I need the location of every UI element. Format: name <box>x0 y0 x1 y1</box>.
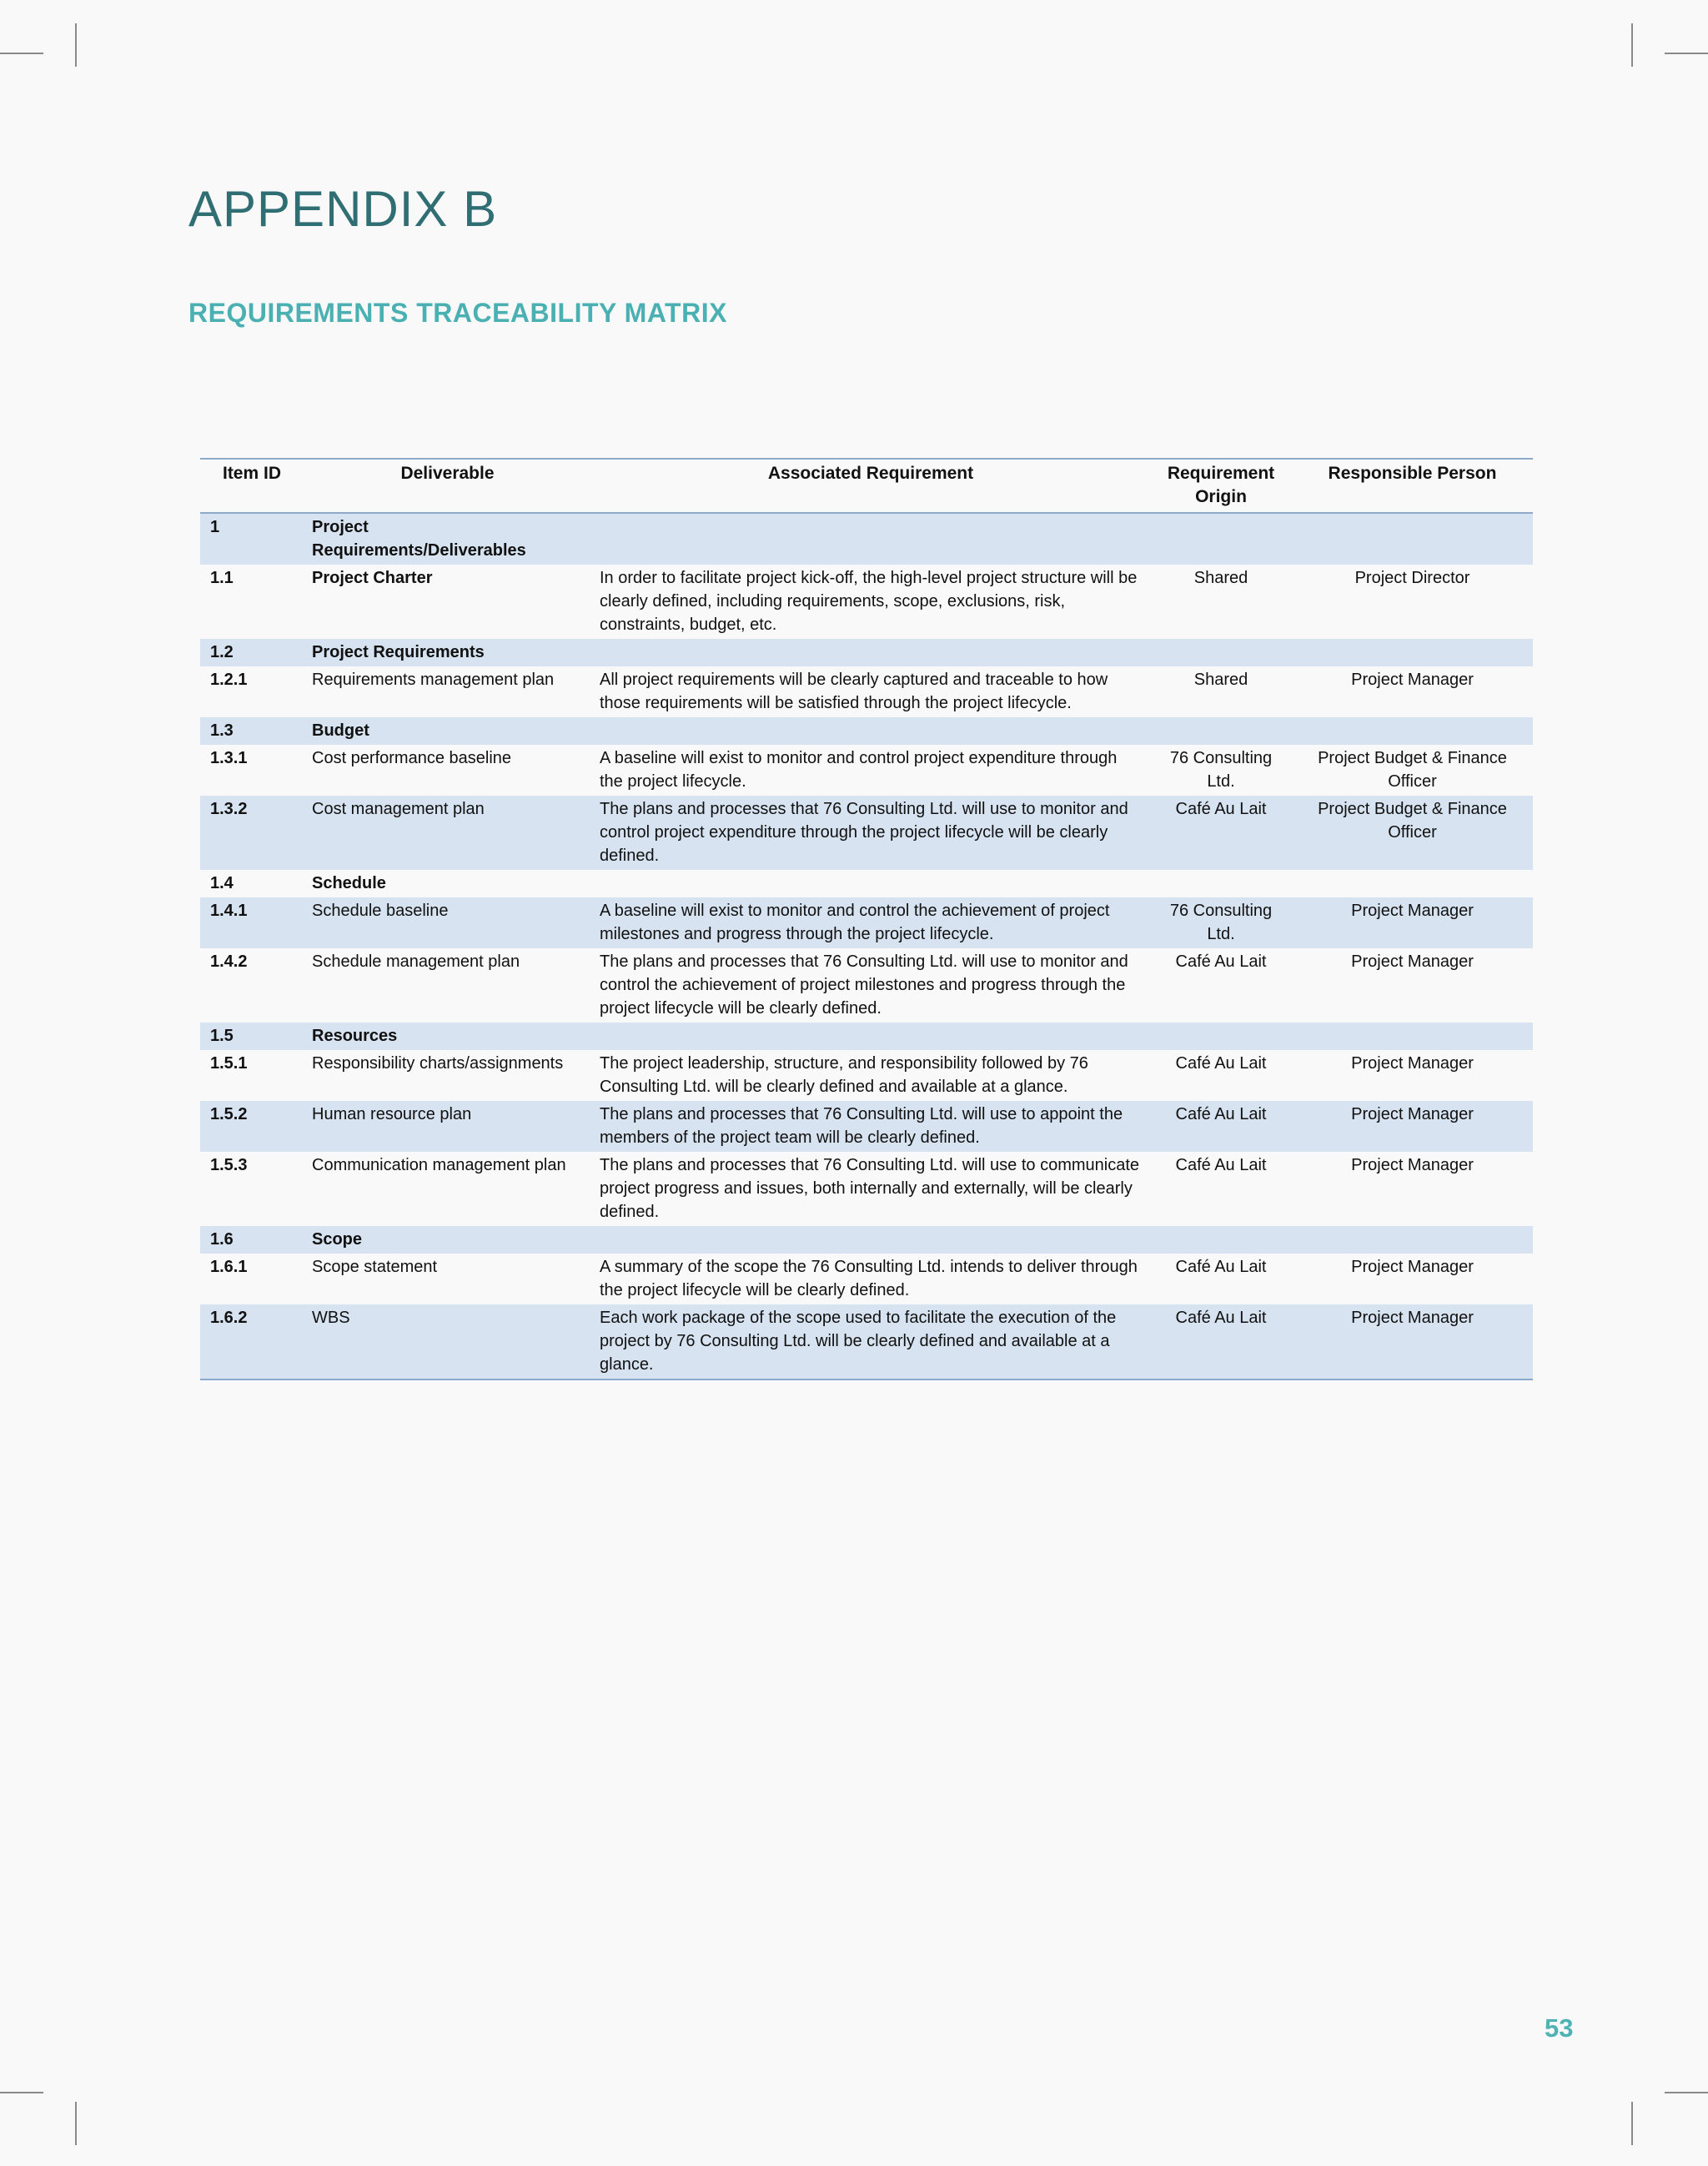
requirements-traceability-table <box>200 458 1533 1380</box>
cell-deliverable: Cost performance baseline <box>312 749 512 767</box>
cell-responsible-person: Project Manager <box>1292 1101 1533 1152</box>
crop-mark <box>0 2092 43 2093</box>
table-row <box>200 948 1533 1023</box>
table-row <box>200 897 1533 948</box>
cell-item-id: 1.2.1 <box>210 671 248 689</box>
table-group-row <box>200 1226 1533 1254</box>
crop-mark <box>75 2102 77 2145</box>
crop-mark <box>1631 2102 1633 2145</box>
cell-requirement-origin: Shared <box>1193 671 1248 689</box>
cell-associated-requirement <box>591 870 1150 897</box>
cell-requirement-origin <box>1150 1226 1292 1254</box>
cell-item-id: 1.3 <box>200 717 304 745</box>
cell-responsible-person: Project Budget & Finance Officer <box>1318 749 1507 791</box>
cell-associated-requirement: A baseline will exist to monitor and control the achievement of project milestones and progress through the project lifecycle. <box>591 897 1150 948</box>
cell-item-id: 1.5.2 <box>200 1101 304 1152</box>
cell-item-id: 1 <box>200 513 304 565</box>
cell-associated-requirement: In order to facilitate project kick-off, the high-level project structure will be clearly defined, including requirements, scope, exclusions, risk, constraints, budget, etc. <box>600 569 1138 634</box>
cell-requirement-origin: Café Au Lait <box>1150 796 1292 870</box>
table-group-row <box>200 513 1533 565</box>
cell-item-id: 1.5.1 <box>210 1054 248 1073</box>
cell-associated-requirement: The plans and processes that 76 Consulting Ltd. will use to communicate project progress and issues, both internally and externally, will be clearly defined. <box>600 1156 1140 1221</box>
cell-item-id: 1.3.1 <box>210 749 248 767</box>
header-associated-requirement: Associated Requirement <box>591 459 1150 513</box>
cell-deliverable: WBS <box>304 1304 591 1380</box>
cell-requirement-origin: Café Au Lait <box>1150 1304 1292 1380</box>
cell-associated-requirement: Each work package of the scope used to facilitate the execution of the project by 76 Consulting Ltd. will be clearly defined and available at a glance. <box>591 1304 1150 1380</box>
cell-associated-requirement <box>591 513 1150 565</box>
cell-item-id: 1.4.1 <box>200 897 304 948</box>
cell-responsible-person: Project Manager <box>1292 1304 1533 1380</box>
cell-deliverable: Schedule baseline <box>304 897 591 948</box>
cell-responsible-person <box>1292 513 1533 565</box>
cell-deliverable: Project Requirements <box>304 639 591 666</box>
cell-item-id: 1.4.2 <box>210 952 248 971</box>
table-group-row <box>200 1023 1533 1050</box>
table-group-row <box>200 717 1533 745</box>
cell-deliverable: Resources <box>304 1023 591 1050</box>
header-item-id: Item ID <box>200 459 304 513</box>
section-subtitle: REQUIREMENTS TRACEABILITY MATRIX <box>188 298 727 328</box>
table-row <box>200 796 1533 870</box>
cell-deliverable: Schedule <box>312 874 386 892</box>
table-row <box>200 1304 1533 1380</box>
cell-item-id: 1.1 <box>210 569 234 587</box>
cell-responsible-person: Project Manager <box>1351 1054 1474 1073</box>
crop-mark <box>75 23 77 67</box>
cell-deliverable: Scope <box>304 1226 591 1254</box>
cell-deliverable: Requirements management plan <box>312 671 555 689</box>
table-row <box>200 1050 1533 1101</box>
cell-deliverable: Responsibility charts/assignments <box>312 1054 564 1073</box>
page-title: APPENDIX B <box>188 181 498 237</box>
cell-requirement-origin: Café Au Lait <box>1175 952 1267 971</box>
crop-mark <box>1665 2092 1708 2093</box>
cell-responsible-person: Project Budget & Finance Officer <box>1292 796 1533 870</box>
cell-responsible-person <box>1292 1023 1533 1050</box>
cell-associated-requirement <box>591 717 1150 745</box>
cell-item-id: 1.5 <box>200 1023 304 1050</box>
cell-requirement-origin: Café Au Lait <box>1175 1258 1267 1276</box>
table-row <box>200 666 1533 717</box>
cell-associated-requirement: The plans and processes that 76 Consulting Ltd. will use to appoint the members of the project team will be clearly defined. <box>591 1101 1150 1152</box>
table-row <box>200 1101 1533 1152</box>
cell-requirement-origin: Café Au Lait <box>1150 1101 1292 1152</box>
table-row <box>200 1254 1533 1304</box>
cell-requirement-origin <box>1150 513 1292 565</box>
cell-deliverable: Cost management plan <box>304 796 591 870</box>
cell-associated-requirement <box>591 1023 1150 1050</box>
cell-responsible-person <box>1292 1226 1533 1254</box>
cell-item-id: 1.6.1 <box>210 1258 248 1276</box>
table-group-row <box>200 639 1533 666</box>
cell-deliverable: Project Requirements/Deliverables <box>304 513 591 565</box>
table-row <box>200 745 1533 796</box>
cell-item-id: 1.3.2 <box>200 796 304 870</box>
cell-associated-requirement: The plans and processes that 76 Consulting Ltd. will use to monitor and control project expenditure through the project lifecycle will be clearly defined. <box>591 796 1150 870</box>
cell-item-id: 1.2 <box>200 639 304 666</box>
cell-responsible-person: Project Manager <box>1292 897 1533 948</box>
crop-mark <box>0 53 43 54</box>
cell-associated-requirement: All project requirements will be clearly captured and traceable to how those requirements will be satisfied through the project lifecycle. <box>600 671 1108 712</box>
cell-requirement-origin: 76 Consulting Ltd. <box>1150 897 1292 948</box>
cell-deliverable: Budget <box>304 717 591 745</box>
cell-requirement-origin: Café Au Lait <box>1175 1054 1267 1073</box>
cell-responsible-person: Project Manager <box>1351 952 1474 971</box>
cell-associated-requirement <box>591 639 1150 666</box>
cell-requirement-origin <box>1150 717 1292 745</box>
cell-responsible-person <box>1292 639 1533 666</box>
header-deliverable: Deliverable <box>304 459 591 513</box>
cell-item-id: 1.6 <box>200 1226 304 1254</box>
cell-associated-requirement: A summary of the scope the 76 Consulting Ltd. intends to deliver through the project lifecycle will be clearly defined. <box>600 1258 1138 1299</box>
cell-requirement-origin <box>1150 870 1292 897</box>
cell-deliverable: Human resource plan <box>304 1101 591 1152</box>
cell-responsible-person: Project Manager <box>1351 1156 1474 1174</box>
cell-deliverable: Communication management plan <box>312 1156 566 1174</box>
cell-requirement-origin <box>1150 1023 1292 1050</box>
cell-item-id: 1.6.2 <box>200 1304 304 1380</box>
cell-responsible-person: Project Manager <box>1351 1258 1474 1276</box>
cell-item-id: 1.4 <box>210 874 234 892</box>
cell-associated-requirement: The plans and processes that 76 Consulting Ltd. will use to monitor and control the achievement of project milestones and progress through the project lifecycle will be clearly defined. <box>600 952 1128 1018</box>
cell-deliverable: Scope statement <box>312 1258 438 1276</box>
cell-deliverable: Schedule management plan <box>312 952 520 971</box>
cell-requirement-origin <box>1150 639 1292 666</box>
cell-associated-requirement: A baseline will exist to monitor and control project expenditure through the project lifecycle. <box>600 749 1118 791</box>
cell-requirement-origin: Café Au Lait <box>1175 1156 1267 1174</box>
table-group-row <box>200 870 1533 897</box>
table-row <box>200 1152 1533 1226</box>
cell-deliverable: Project Charter <box>312 569 433 587</box>
header-responsible-person: Responsible Person <box>1292 459 1533 513</box>
cell-associated-requirement: The project leadership, structure, and responsibility followed by 76 Consulting Ltd. will be clearly defined and available at a glance. <box>600 1054 1088 1096</box>
page-number: 53 <box>1545 2013 1574 2043</box>
table-row <box>200 565 1533 639</box>
cell-requirement-origin: Shared <box>1193 569 1248 587</box>
cell-responsible-person <box>1292 717 1533 745</box>
cell-responsible-person: Project Director <box>1354 569 1470 587</box>
cell-requirement-origin: 76 Consulting Ltd. <box>1169 749 1273 791</box>
cell-responsible-person: Project Manager <box>1351 671 1474 689</box>
cell-associated-requirement <box>591 1226 1150 1254</box>
header-requirement-origin: Requirement Origin <box>1150 459 1292 513</box>
cell-responsible-person <box>1292 870 1533 897</box>
crop-mark <box>1665 53 1708 54</box>
crop-mark <box>1631 23 1633 67</box>
table-header-row <box>200 459 1533 513</box>
cell-item-id: 1.5.3 <box>210 1156 248 1174</box>
